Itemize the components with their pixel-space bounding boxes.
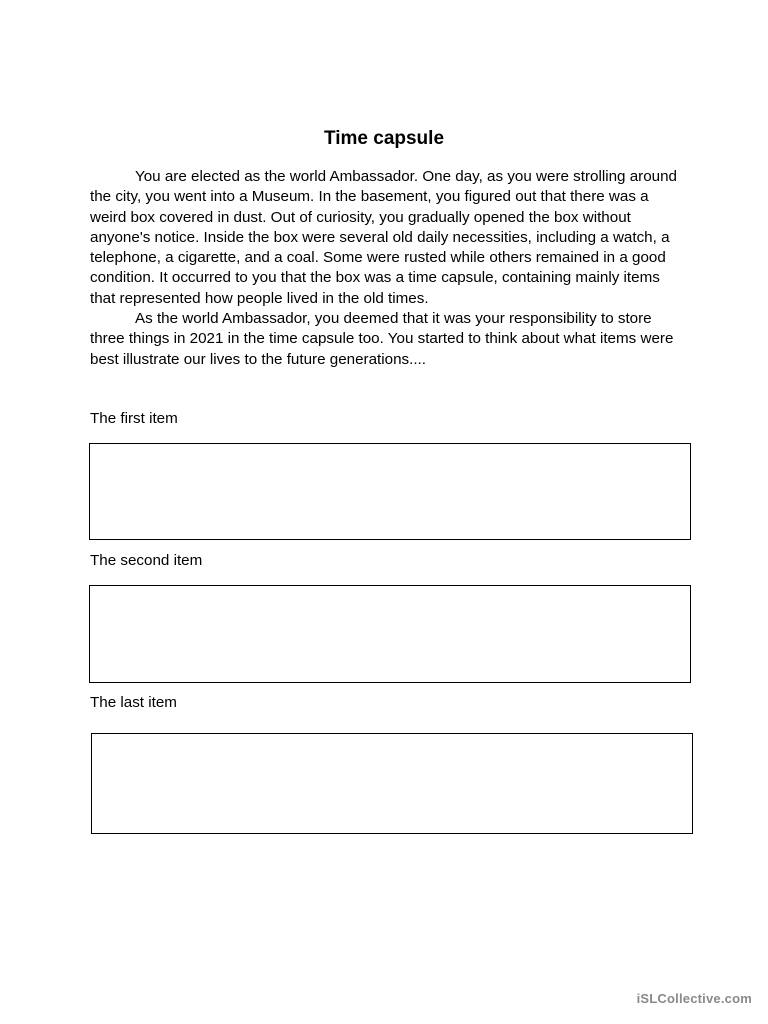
second-item-label: The second item <box>90 552 203 569</box>
story-text <box>90 167 680 370</box>
first-item-label: The first item <box>90 410 178 427</box>
site-watermark: iSLCollective.com <box>636 991 752 1006</box>
worksheet-title: Time capsule <box>323 128 445 149</box>
second-item-answer-box[interactable] <box>89 585 691 683</box>
last-item-answer-box[interactable] <box>91 733 693 834</box>
story-paragraph: As the world Ambassador, you deemed that it was your responsibility to store three things in 2021 in the time capsule too. You started to think about what items were best illustrate our lives to the future generations.... <box>90 310 674 368</box>
last-item-label: The last item <box>90 694 177 711</box>
first-item-answer-box[interactable] <box>89 443 691 540</box>
story-paragraph: You are elected as the world Ambassador. One day, as you were strolling around the city, you went into a Museum. In the basement, you figured out that there was a weird box covered in dust. Out of curiosity, you gradually opened the box without anyone's notice. Inside the box were several old daily necessities, including a watch, a telephone, a cigarette, and a coal. Some were rusted while others remained in a good condition. It occurred to you that the box was a time capsule, containing mainly items that represented how people lived in the old times. <box>90 168 678 307</box>
